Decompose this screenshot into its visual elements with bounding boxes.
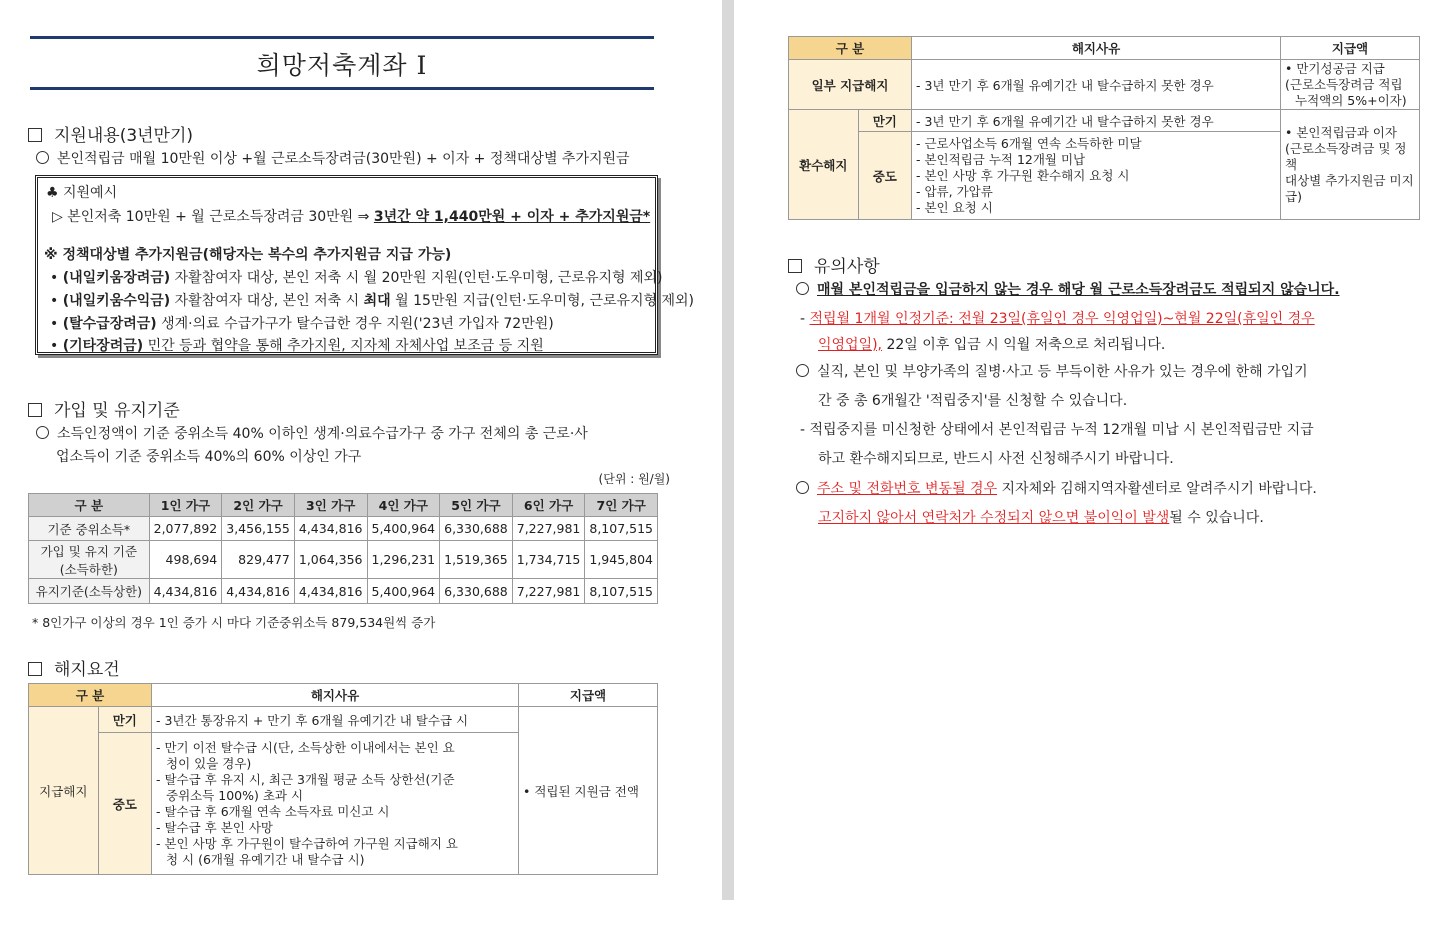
extra-item-text: 민간 등과 협약을 통해 추가지원, 지자체 자체사업 보조금 등 지원	[143, 338, 544, 354]
list-item: - 압류, 가압류	[916, 183, 993, 199]
support-line	[36, 148, 630, 168]
checkbox-square-icon	[788, 259, 802, 273]
page-title: 희망저축계좌 Ⅰ	[256, 51, 428, 80]
extra-item-tag: (기타장려금)	[62, 338, 144, 354]
note-5-rest: 지자체와 김해지역자활센터로 알려주시기 바랍니다.	[997, 481, 1317, 497]
income-table	[28, 493, 658, 604]
extra-item: • (내일키움수익금) 자활참여자 대상, 본인 저축 시 최대 월 15만원 지급(인턴·도우미형, 근로유지형 제외)	[50, 293, 695, 309]
section-support-heading	[28, 121, 193, 146]
maturity-reason: - 3년간 통장유지 + 만기 후 6개월 유예기간 내 탈수급 시	[152, 707, 519, 733]
note-5	[796, 478, 1317, 498]
list-item: - 본인적립금 누적 12개월 미납	[916, 151, 1086, 167]
table-cell: 1,064,356	[294, 541, 367, 579]
maturity-label: 만기	[858, 110, 911, 132]
maturity-label: 만기	[98, 707, 151, 733]
table-cell: 1,734,715	[512, 541, 585, 579]
table-header: 6인 가구	[512, 494, 585, 517]
table-row	[29, 579, 658, 604]
note-4-cont: 하고 환수해지되므로, 반드시 사전 신청해주시기 바랍니다.	[818, 451, 1174, 467]
note-1-text: 매월 본인적립금을 입금하지 않는 경우 해당 월 근로소득장려금도 적립되지 않습니다.	[817, 282, 1340, 298]
table-cell: 6,330,688	[440, 517, 513, 541]
table-header: 해지사유	[152, 684, 519, 707]
partial-amount	[1281, 60, 1420, 110]
list-item: 중위소득 100%) 초과 시	[166, 787, 304, 803]
table-row	[789, 60, 1420, 110]
table-cell: 6,330,688	[440, 579, 513, 604]
extra-item: • (기타장려금) 민간 등과 협약을 통해 추가지원, 지자체 자체사업 보조금 등 지원	[50, 338, 544, 354]
midway-label: 중도	[98, 733, 151, 875]
partial-label: 일부 지급해지	[789, 60, 912, 110]
list-item: - 탈수급 후 6개월 연속 소득자료 미신고 시	[156, 803, 390, 819]
table-row	[29, 541, 658, 579]
list-item: - 본인 사망 후 가구원이 탈수급하여 가구원 지급해지 요	[156, 835, 458, 851]
amount-list	[1285, 125, 1415, 205]
table-cell: 5,400,964	[367, 579, 440, 604]
extra-item-tag: (탈수급장려금)	[62, 316, 157, 332]
note-3	[796, 361, 1308, 381]
circle-bullet-icon	[796, 481, 809, 494]
table-header: 지급액	[519, 684, 658, 707]
note-3-text: 실직, 본인 및 부양가족의 질병·사고 등 부득이한 사유가 있는 경우에 한해 가입기	[817, 364, 1308, 380]
table-row	[789, 110, 1420, 132]
extra-item: • (내일키움장려금) 자활참여자 대상, 본인 저축 시 월 20만원 지원(인턴·도우미형, 근로유지형 제외)	[50, 270, 663, 286]
page-divider	[722, 0, 734, 900]
circle-bullet-icon	[36, 151, 49, 164]
section-terminate-title: 해지요건	[54, 660, 120, 680]
list-item: - 탈수급 후 유지 시, 최근 3개월 평균 소득 상한선(기준	[156, 771, 455, 787]
table-cell: 4,434,816	[294, 517, 367, 541]
row-label-line1: 가입 및 유지 기준	[40, 543, 138, 559]
list-item: - 근로사업소득 6개월 연속 소득하한 미달	[916, 135, 1142, 151]
reason-list	[916, 136, 1276, 216]
note-5-red: 주소 및 전화번호 변동될 경우	[817, 481, 998, 497]
table-cell: 7,227,981	[512, 517, 585, 541]
note-2-rest: 22일 이후 입금 시 익월 저축으로 처리됩니다.	[882, 337, 1166, 353]
maturity-reason: - 3년 만기 후 6개월 유예기간 내 탈수급하지 못한 경우	[912, 110, 1281, 132]
note-6-rest: 될 수 있습니다.	[1169, 510, 1264, 526]
extra-item-text: 자활참여자 대상, 본인 저축 시 월 20만원 지원(인턴·도우미형, 근로유지형 제외)	[170, 270, 663, 286]
example-line-prefix: ▷ 본인저축 10만원 + 월 근로소득장려금 30만원 ⇒	[52, 209, 374, 225]
note-2-red: 적립월 1개월 인정기준: 전월 23일(휴일인 경우 익영업일)~현월 22일(휴일인 경우	[809, 311, 1315, 327]
reason-list	[156, 740, 514, 868]
midway-label: 중도	[858, 132, 911, 220]
list-item: (근로소득장려금 적립	[1285, 76, 1403, 92]
section-notes-title: 유의사항	[814, 257, 880, 277]
list-item: 대상별 추가지원금 미지급)	[1285, 172, 1414, 204]
row-label: 유지기준(소득상한)	[29, 579, 150, 604]
list-item: (근로소득장려금 및 정책	[1285, 140, 1407, 172]
refund-amount	[1281, 110, 1420, 220]
table-header: 구 분	[29, 684, 152, 707]
circle-bullet-icon	[36, 426, 49, 439]
checkbox-square-icon	[28, 128, 42, 142]
terminate-table	[28, 683, 658, 875]
amount-cell: • 적립된 지원금 전액	[519, 707, 658, 875]
example-line	[52, 206, 650, 226]
list-item: 누적액의 5%+이자)	[1295, 92, 1407, 108]
partial-reason: - 3년 만기 후 6개월 유예기간 내 탈수급하지 못한 경우	[912, 60, 1281, 110]
list-item: - 본인 사망 후 가구원 환수해지 요청 시	[916, 167, 1130, 183]
note-3-cont: 간 중 총 6개월간 '적립중지'를 신청할 수 있습니다.	[818, 393, 1128, 409]
section-support-title: 지원내용(3년만기)	[54, 126, 194, 146]
list-item: - 만기 이전 탈수급 시(단, 소득상한 이내에서는 본인 요	[156, 739, 455, 755]
table-cell: 3,456,155	[222, 517, 295, 541]
table-row	[29, 517, 658, 541]
list-item: • 만기성공금 지급	[1285, 60, 1385, 76]
example-line-emph: 3년간 약 1,440만원 + 이자 + 추가지원금*	[373, 209, 651, 225]
table-header: 7인 가구	[585, 494, 658, 517]
table-cell: 4,434,816	[222, 579, 295, 604]
table-cell: 4,434,816	[149, 579, 222, 604]
table-cell: 7,227,981	[512, 579, 585, 604]
extra-item-text2: 월 15만원 지급(인턴·도우미형, 근로유지형 제외)	[390, 293, 695, 309]
note-4: - 적립중지를 미신청한 상태에서 본인적립금 누적 12개월 미납 시 본인적립금만 지급	[800, 422, 1314, 438]
midway-reasons	[152, 733, 519, 875]
amount-list	[1285, 61, 1415, 109]
row-label: 기준 중위소득*	[29, 517, 150, 541]
table-cell: 1,519,365	[440, 541, 513, 579]
section-join-title: 가입 및 유지기준	[54, 401, 180, 421]
refund-label: 환수해지	[789, 110, 859, 220]
list-item: - 본인 요청 시	[916, 199, 993, 215]
circle-bullet-icon	[796, 282, 809, 295]
table-cell: 1,296,231	[367, 541, 440, 579]
table-header: 구 분	[29, 494, 150, 517]
join-line-1-text: 소득인정액이 기준 중위소득 40% 이하인 생계·의료수급가구 중 가구 전체의 총 근로·사	[57, 426, 588, 442]
group-label: 지급해지	[29, 707, 99, 875]
table-cell: 2,077,892	[149, 517, 222, 541]
note-2: - 적립월 1개월 인정기준: 전월 23일(휴일인 경우 익영업일)~현월 22일(휴일인 경우	[800, 311, 1315, 327]
note-6-red: 고지하지 않아서 연락처가 수정되지 않으면 불이익이 발생	[818, 510, 1170, 526]
extra-item-bold: 최대	[363, 293, 391, 309]
extra-support-title: ※ 정책대상별 추가지원금(해당자는 복수의 추가지원금 지급 가능)	[44, 247, 452, 263]
list-item: - 탈수급 후 본인 사망	[156, 819, 274, 835]
table-header-row	[29, 684, 658, 707]
extra-item: • (탈수급장려금) 생계·의료 수급가구가 탈수급한 경우 지원('23년 가입자 72만원)	[50, 316, 554, 332]
extra-item-tag: (내일키움수익금)	[62, 293, 171, 309]
table-header-row	[29, 494, 658, 517]
table-cell: 1,945,804	[585, 541, 658, 579]
midway-reasons	[912, 132, 1281, 220]
table-header: 3인 가구	[294, 494, 367, 517]
checkbox-square-icon	[28, 662, 42, 676]
section-terminate-heading	[28, 655, 120, 680]
extra-item-text: 자활참여자 대상, 본인 저축 시	[170, 293, 364, 309]
support-example-box	[35, 175, 695, 355]
table-cell: 8,107,515	[585, 517, 658, 541]
table-cell: 5,400,964	[367, 517, 440, 541]
circle-bullet-icon	[796, 364, 809, 377]
table-header: 구 분	[789, 37, 912, 60]
title-rule-bottom	[30, 87, 654, 90]
income-footnote: * 8인가구 이상의 경우 1인 증가 시 마다 기준중위소득 879,534원씩 증가	[32, 615, 436, 630]
row-label-line2: (소득하한)	[59, 561, 118, 577]
table-row	[29, 707, 658, 733]
note-6	[818, 507, 1264, 527]
note-2-cont	[818, 334, 1165, 354]
join-line-1	[36, 423, 588, 443]
list-item: 청 시 (6개월 유예기간 내 탈수급 시)	[166, 851, 365, 867]
refund-table	[788, 36, 1420, 220]
support-line-text: 본인적립금 매월 10만원 이상 +월 근로소득장려금(30만원) + 이자 + 정책대상별 추가지원금	[57, 151, 630, 167]
row-label	[29, 541, 150, 579]
table-header: 1인 가구	[149, 494, 222, 517]
title-rule-top	[30, 36, 654, 39]
note-2-red-cont: 익영업일),	[818, 337, 883, 353]
table-header: 5인 가구	[440, 494, 513, 517]
example-label: ♣ 지원예시	[46, 185, 118, 201]
list-item: • 본인적립금과 이자	[1285, 124, 1397, 140]
table-header: 2인 가구	[222, 494, 295, 517]
list-item: 청이 있을 경우)	[166, 755, 252, 771]
table-header: 해지사유	[912, 37, 1281, 60]
checkbox-square-icon	[28, 403, 42, 417]
table-cell: 4,434,816	[294, 579, 367, 604]
section-join-heading	[28, 396, 180, 421]
table-cell: 829,477	[222, 541, 295, 579]
table-header: 지급액	[1281, 37, 1420, 60]
extra-item-tag: (내일키움장려금)	[62, 270, 171, 286]
table-cell: 8,107,515	[585, 579, 658, 604]
unit-label: (단위 : 원/월)	[598, 472, 670, 486]
table-header-row	[789, 37, 1420, 60]
note-1	[796, 279, 1340, 299]
section-notes-heading	[788, 252, 880, 277]
extra-item-text: 생계·의료 수급가구가 탈수급한 경우 지원('23년 가입자 72만원)	[156, 316, 554, 332]
table-header: 4인 가구	[367, 494, 440, 517]
join-line-2: 업소득이 기준 중위소득 40%의 60% 이상인 가구	[56, 449, 362, 465]
table-cell: 498,694	[149, 541, 222, 579]
